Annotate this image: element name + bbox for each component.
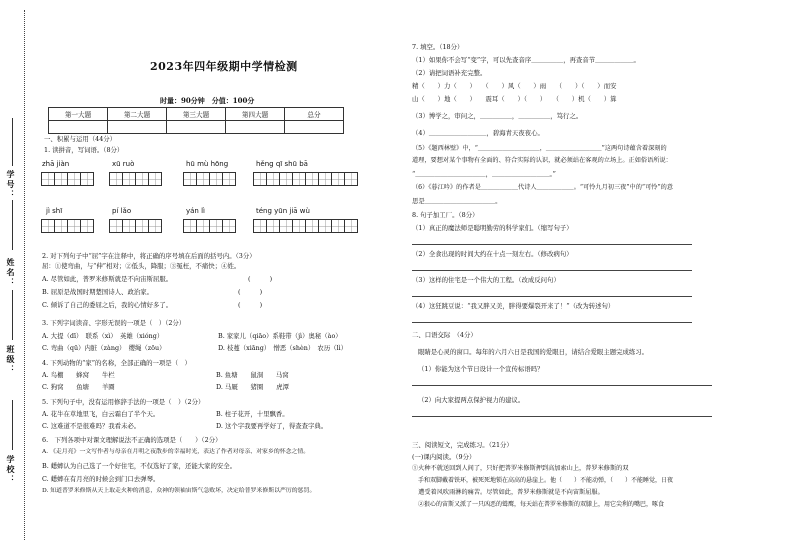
question-2: 2. 对下列句子中“屈”字在注释中，将正确的序号填在后面的括号内。（3分） (42, 252, 256, 260)
question-7: 7. 填空。（18分） (412, 43, 464, 51)
question-7-5-blank: “＿＿＿＿＿＿＿＿＿＿＿，＿＿＿＿＿＿＿＿＿。” (412, 170, 556, 178)
question-1: 1. 读拼音，写词语。（8分） (44, 146, 124, 154)
answer-line[interactable] (412, 244, 692, 245)
score-cell[interactable] (108, 121, 167, 134)
pinyin: pí lǎo (112, 207, 132, 215)
writing-grid[interactable] (254, 172, 358, 186)
student-id-blank[interactable] (12, 118, 13, 166)
question-7-2-row-a: 精（ ）力（ ） （ ）风（ ）雨 （ ）（ ）而安 (412, 82, 617, 90)
writing-grid[interactable] (42, 219, 94, 233)
section-2-intro: 眼睛是心灵的窗口。每年的六月六日是我国的爱眼日，请结合爱眼主题完成练习。 (418, 348, 649, 356)
student-id-label: 学号： (6, 170, 16, 200)
score-cell[interactable] (226, 121, 285, 134)
writing-grid[interactable] (184, 172, 236, 186)
exam-meta: 时量：90分钟 分值：100分 (160, 96, 255, 105)
question-5: 5. 下列句子中，没有运用修辞手法的一项是（ ）（2分） (42, 398, 205, 406)
name-blank[interactable] (12, 200, 13, 250)
section-2-heading: 二、口语交际 （4分） (412, 331, 477, 339)
section-1-heading: 一、积累与运用（44分） (44, 135, 117, 143)
reading-passage-line: 遭受着风吹雨淋的痛苦。尽管如此，普罗米修斯就是不向宙斯屈服。 (412, 489, 604, 496)
question-2-b: B. 屈原是战国时期楚国诗人、政治家。 (42, 288, 154, 296)
class-label: 班级： (6, 345, 16, 375)
question-4-c: C. 狗窝 鱼塘 羊圈 (42, 383, 115, 391)
answer-paren[interactable]: ( ) (238, 301, 263, 309)
name-label: 姓名： (6, 258, 16, 288)
question-8-2: （2）全食出现的时间大约在十点一刻左右。（修改病句） (412, 250, 573, 258)
answer-paren[interactable]: ( ) (248, 275, 273, 283)
question-2-a: A. 尽管如此，普罗米修斯就是不向宙斯屈服。 (42, 275, 173, 283)
question-5-a: A. 花牛在草地里飞，白云霜白了半个天。 (42, 410, 160, 418)
answer-line[interactable] (412, 385, 712, 386)
section-2-q2: （2）向大家提两点保护视力的建议。 (418, 396, 525, 404)
writing-grid[interactable] (110, 172, 162, 186)
score-header: 第二大题 (108, 108, 167, 121)
question-4-b: B. 鱼塘 鼠洞 马窝 (216, 371, 289, 379)
writing-grid[interactable] (184, 219, 236, 233)
question-3-d: D. 枝蔓（xiāng） 憎恶（shèn） 农历（lì） (218, 344, 348, 352)
question-7-6: （6）《暮江吟》的作者是＿＿＿＿＿＿代诗人＿＿＿＿＿＿。“可怜九月初三夜”中的“可怜”的意 (412, 184, 673, 191)
question-8-4: （4）这狂跳豆说：“我又胖又美，胖得要爆裂开来了！”（改为转述句） (412, 302, 615, 310)
pinyin: xū ruò (112, 160, 135, 168)
pinyin: hū mù hōng (186, 160, 229, 168)
reading-passage-line: 手和双脚戴着铁环，被死死地锁在高高的悬崖上。他（ ）不能动弹，（ ）不能睡觉，日夜 (412, 477, 674, 484)
score-table (48, 107, 344, 134)
question-8: 8. 句子加工厂。（8分） (412, 211, 479, 219)
score-header: 第三大题 (167, 108, 226, 121)
question-3-c: C. 弯曲（qū）内脏（zàng） 缨绳（zōu） (42, 344, 166, 352)
question-6-d: D. 知道普罗米修斯从天上取走火种的消息，众神的领袖宙斯气急败坏，决定给普罗米修斯以严厉的惩罚。 (42, 488, 316, 494)
reading-passage-line: ②狠心的宙斯又派了一只凶恶的鹫鹰，每天站在普罗米修斯的双膝上，用它尖利的嘴巴，啄食 (412, 501, 665, 508)
score-header: 第一大题 (49, 108, 108, 121)
question-7-3: （3）博学之，审问之，＿＿＿＿＿，＿＿＿＿＿，笃行之。 (412, 112, 583, 120)
question-7-5-cont: 道理，要想对某个事物有全面的、符合实际的认识，就必须站在客观的立场上。正如俗语所说： (412, 157, 672, 164)
question-4: 4. 下列动物的“家”的名称，全部正确的一项是（ ） (42, 359, 191, 367)
question-8-1: （1）真正的魔法师是聪明勤劳的科学家们。（缩写句子） (412, 224, 573, 232)
question-5-d: D. 这个字我要再学好了，得查查字典。 (216, 422, 328, 430)
answer-paren[interactable]: ( ) (238, 288, 263, 296)
writing-grid[interactable] (42, 172, 94, 186)
pinyin: zhā jiàn (42, 160, 70, 168)
binding-cut-line (24, 10, 25, 540)
pinyin: hěng qī shū bā (256, 160, 308, 168)
exam-title: 2023年四年级期中学情检测 (150, 60, 298, 73)
binding-margin (0, 0, 36, 550)
pinyin: jì shī (46, 207, 63, 215)
question-7-4: （4）＿＿＿＿＿＿＿＿＿，碧海青天夜夜心。 (412, 129, 544, 137)
question-3-b: B. 家家儿（qiāo）系鞋带（jì）奥秘（ào） (218, 332, 342, 340)
question-2-c: C. 倾诉了自己的委屈之后，我的心情好多了。 (42, 301, 173, 309)
score-header: 第四大题 (226, 108, 285, 121)
question-2-options: 屈：①使弯曲，与“伸”相对；②低头，降服；③冤枉，不痛快；④姓。 (42, 262, 241, 270)
question-5-c: C. 这难道不是很难吗？我看未必。 (42, 422, 141, 430)
school-label: 学校： (6, 455, 16, 485)
school-blank[interactable] (12, 400, 13, 450)
answer-line[interactable] (412, 270, 692, 271)
question-3-a: A. 大提（dī） 联系（xì） 英雄（xióng） (42, 332, 164, 340)
section-3-subheading: (一)课内阅读。（9分） (412, 453, 476, 461)
question-7-2-row-b: 山（ ）地（ ） 震耳（ ）（ ） （ ）机（ ）算 (412, 95, 617, 103)
answer-line[interactable] (412, 296, 692, 297)
pinyin: yán lì (186, 207, 205, 215)
answer-line[interactable] (412, 416, 712, 417)
question-6: 6. 下列各项中对课文理解说法不正确的选项是（ ）（2分） (42, 436, 222, 444)
question-8-3: （3）这样的住宅是一个伟大的工程。（改成反问句） (412, 276, 560, 284)
class-blank[interactable] (12, 290, 13, 340)
writing-grid[interactable] (254, 219, 358, 233)
question-3: 3. 下列字词读音、字形无误的一项是（ ）（2分） (42, 319, 186, 327)
answer-line[interactable] (412, 322, 692, 323)
section-2-q1: （1）你能为这个节日设计一个宣传标语吗？ (418, 365, 544, 373)
question-6-b: B. 蟋蟀认为自己选了一个好住宅，不仅选好了家，还能大家的安全。 (42, 462, 237, 470)
score-cell[interactable] (49, 121, 108, 134)
score-cell[interactable] (285, 121, 344, 134)
question-7-6-cont: 思是＿＿＿＿＿＿＿＿＿＿＿。 (412, 197, 502, 205)
question-5-b: B. 柱子花开，十里飘香。 (216, 410, 289, 418)
question-4-a: A. 鸟棚 蜂窝 牛栏 (42, 371, 115, 379)
question-4-d: D. 马厩 猪圈 虎潭 (216, 383, 289, 391)
question-6-a: A. 《走月亮》一文写作者与母亲在月明之夜散步的幸福时光，表达了作者对母亲、对家乡的怀念之情。 (42, 449, 310, 455)
score-header: 总分 (285, 108, 344, 121)
pinyin: téng yūn jiā wù (256, 207, 310, 215)
question-7-2: （2）请把词语补充完整。 (412, 69, 487, 77)
reading-passage-line: ①火种不就送回到人间了，只好把普罗米修斯押到高加索山上，普罗米修斯的双 (412, 465, 629, 472)
question-7-5: （5）《题西林壁》中，“＿＿＿＿＿＿＿＿＿＿，＿＿＿＿＿＿＿＿＿”这两句诗蕴含着深刻的 (412, 145, 667, 152)
question-6-c: C. 蟋蟀在有月亮的时候会到门口去弹琴。 (42, 475, 160, 483)
question-7-1: （1）如果你不会写“变”字，可以先查音序＿＿＿＿＿，再查音节＿＿＿＿＿＿。 (412, 56, 640, 64)
section-3-heading: 三、阅读短文，完成练习。（21分） (412, 441, 513, 449)
score-cell[interactable] (167, 121, 226, 134)
writing-grid[interactable] (110, 219, 162, 233)
